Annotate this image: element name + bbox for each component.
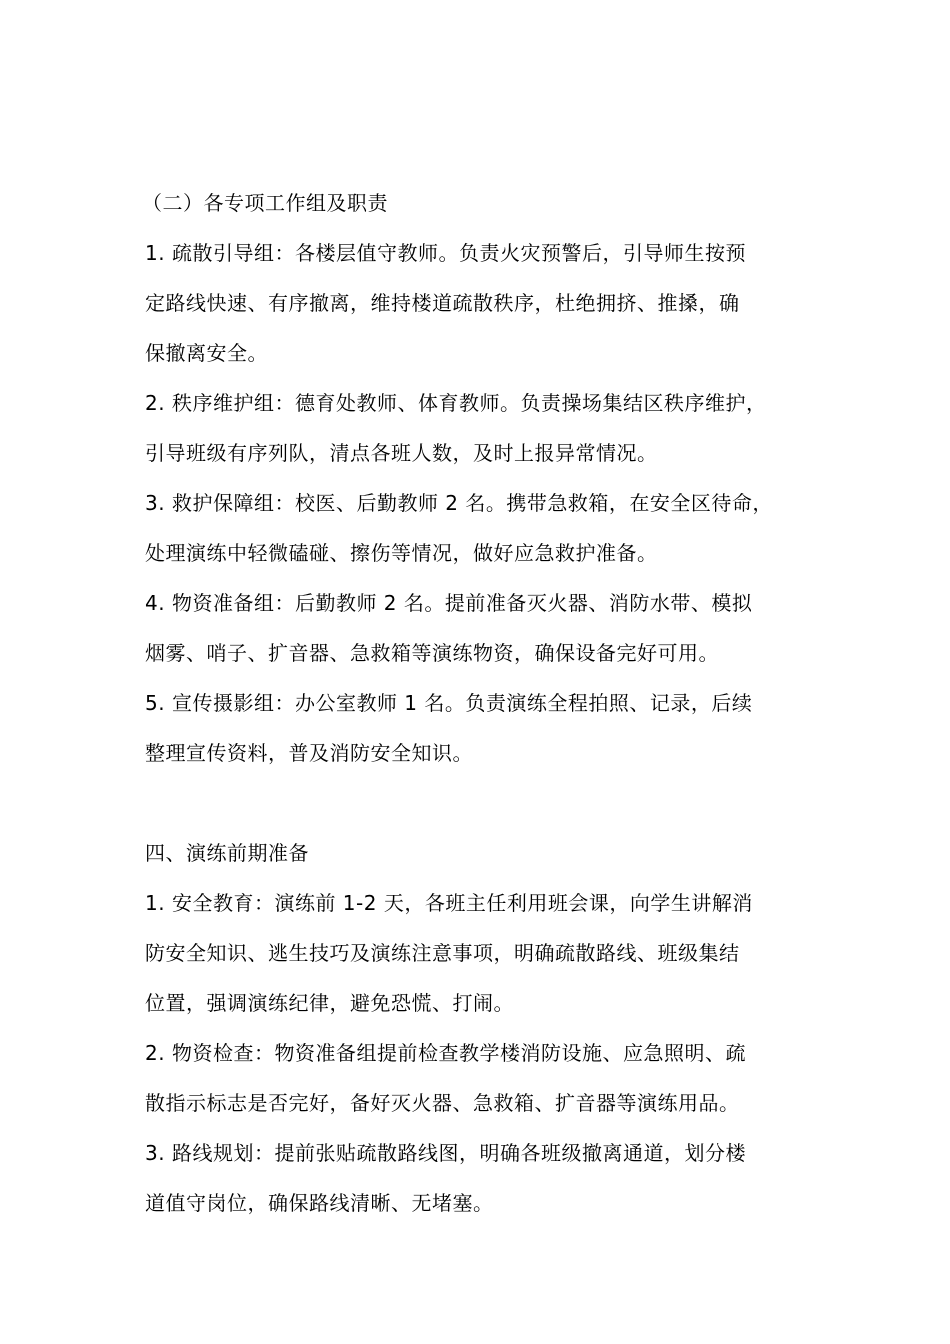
paragraph-line: 定路线快速、有序撤离，维持楼道疏散秩序，杜绝拥挤、推搡，确 xyxy=(145,291,740,315)
paragraph-line: 散指示标志是否完好，备好灭火器、急救箱、扩音器等演练用品。 xyxy=(145,1091,740,1115)
section-two-item-3 xyxy=(145,478,825,578)
section-four-item-2 xyxy=(145,1028,825,1128)
section-four-title: 四、演练前期准备 xyxy=(145,841,309,865)
paragraph-line: 2. 物资检查：物资准备组提前检查教学楼消防设施、应急照明、疏 xyxy=(145,1041,746,1065)
paragraph-line: 保撤离安全。 xyxy=(145,341,268,365)
paragraph-line: 道值守岗位，确保路线清晰、无堵塞。 xyxy=(145,1191,494,1215)
section-two-item-1 xyxy=(145,228,825,378)
paragraph-line: 整理宣传资料，普及消防安全知识。 xyxy=(145,741,473,765)
paragraph-line: 防安全知识、逃生技巧及演练注意事项，明确疏散路线、班级集结 xyxy=(145,941,740,965)
section-four-item-3 xyxy=(145,1128,825,1228)
paragraph-line: 1. 疏散引导组：各楼层值守教师。负责火灾预警后，引导师生按预 xyxy=(145,241,746,265)
paragraph-line: 引导班级有序列队，清点各班人数，及时上报异常情况。 xyxy=(145,441,658,465)
section-four-item-1 xyxy=(145,878,825,1028)
section-two-item-4 xyxy=(145,578,825,678)
paragraph-line: 处理演练中轻微磕碰、擦伤等情况，做好应急救护准备。 xyxy=(145,541,658,565)
paragraph-line: 1. 安全教育：演练前 1-2 天，各班主任利用班会课，向学生讲解消 xyxy=(145,891,753,915)
paragraph-line: 3. 路线规划：提前张贴疏散路线图，明确各班级撤离通道，划分楼 xyxy=(145,1141,746,1165)
section-spacer xyxy=(145,778,825,828)
section-two-item-5 xyxy=(145,678,825,778)
paragraph-line: 烟雾、哨子、扩音器、急救箱等演练物资，确保设备完好可用。 xyxy=(145,641,719,665)
paragraph-line: 5. 宣传摄影组：办公室教师 1 名。负责演练全程拍照、记录，后续 xyxy=(145,691,753,715)
document-body xyxy=(142,178,825,1228)
paragraph-line: 位置，强调演练纪律，避免恐慌、打闹。 xyxy=(145,991,514,1015)
section-two-item-2 xyxy=(145,378,825,478)
paragraph-line: 4. 物资准备组：后勤教师 2 名。提前准备灭火器、消防水带、模拟 xyxy=(145,591,753,615)
section-two-title: （二）各专项工作组及职责 xyxy=(142,191,388,215)
paragraph-line: 2. 秩序维护组：德育处教师、体育教师。负责操场集结区秩序维护， xyxy=(145,391,767,415)
paragraph-line: 3. 救护保障组：校医、后勤教师 2 名。携带急救箱，在安全区待命， xyxy=(145,491,773,515)
